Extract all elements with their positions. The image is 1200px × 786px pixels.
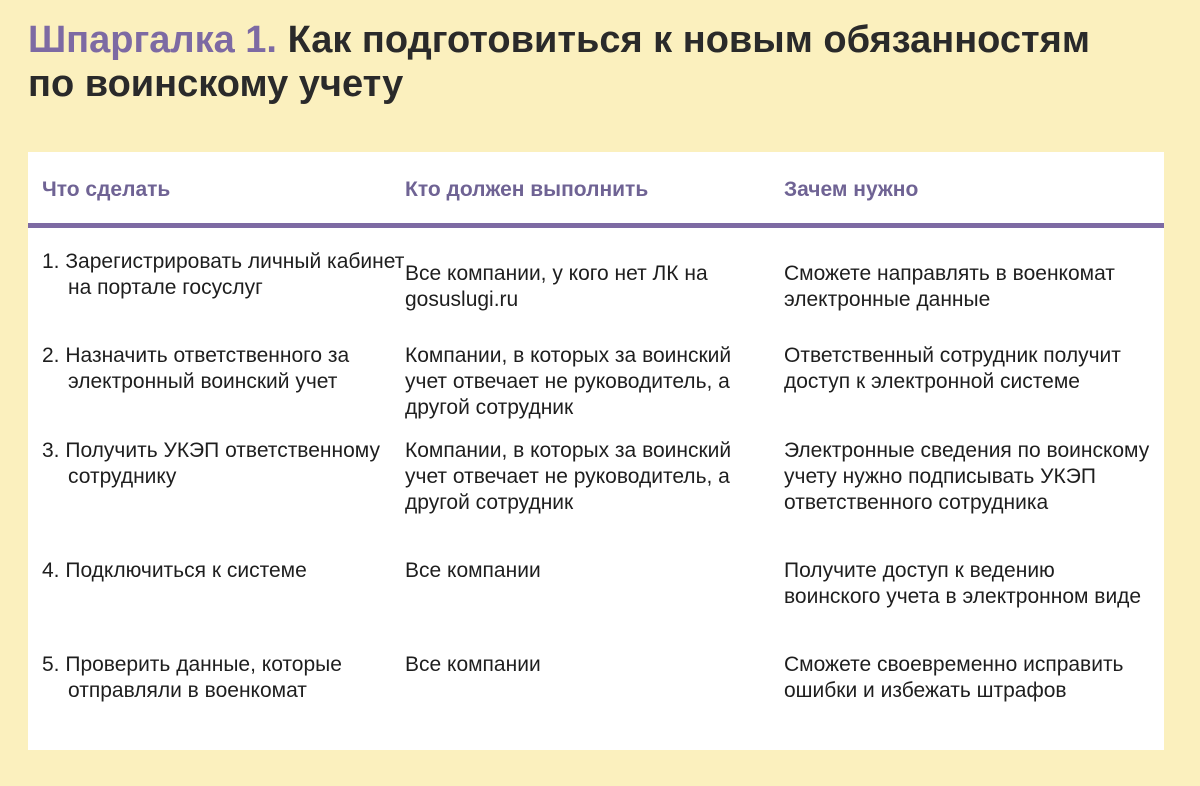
header-divider bbox=[28, 223, 1164, 228]
title-line-2: по воинскому учету bbox=[28, 63, 404, 105]
page-title bbox=[28, 18, 1148, 106]
row-2-action: 2. Назначить ответственного за электронный воинский учет bbox=[42, 344, 350, 393]
row-4-who: Все компании bbox=[405, 559, 541, 582]
title-label: Шпаргалка 1. bbox=[28, 19, 277, 61]
row-1-who: Все компании, у кого нет ЛК на gosuslugi.ru bbox=[405, 262, 708, 311]
row-4-why: Получите доступ к ведению воинского учета в электронном виде bbox=[784, 559, 1142, 608]
row-2-who: Компании, в которых за воинский учет отвечает не руководитель, а другой сотрудник bbox=[405, 344, 732, 419]
header-who-should-do: Кто должен выполнить bbox=[405, 178, 649, 201]
row-5-who: Все компании bbox=[405, 653, 541, 676]
row-4-action: 4. Подключиться к системе bbox=[42, 559, 307, 582]
title-line-1: Как подготовиться к новым обязанностям bbox=[287, 19, 1090, 61]
row-1-why: Сможете направлять в военкомат электронные данные bbox=[784, 262, 1115, 311]
row-3-action: 3. Получить УКЭП ответственному сотруднику bbox=[42, 439, 380, 488]
header-why-needed: Зачем нужно bbox=[784, 178, 919, 201]
row-5-why: Сможете своевременно исправить ошибки и избежать штрафов bbox=[784, 653, 1124, 702]
row-2-why: Ответственный сотрудник получит доступ к электронной системе bbox=[784, 344, 1121, 393]
cheatsheet-table bbox=[28, 152, 1164, 750]
row-3-why: Электронные сведения по воинскому учету нужно подписывать УКЭП ответственного сотрудника bbox=[784, 439, 1150, 514]
row-5-action: 5. Проверить данные, которые отправляли в военкомат bbox=[42, 653, 342, 702]
row-3-who: Компании, в которых за воинский учет отвечает не руководитель, а другой сотрудник bbox=[405, 439, 732, 514]
table-header bbox=[28, 152, 1164, 224]
header-what-to-do: Что сделать bbox=[42, 178, 171, 201]
row-1-action: 1. Зарегистрировать личный кабинет на портале госуслуг bbox=[42, 250, 405, 299]
